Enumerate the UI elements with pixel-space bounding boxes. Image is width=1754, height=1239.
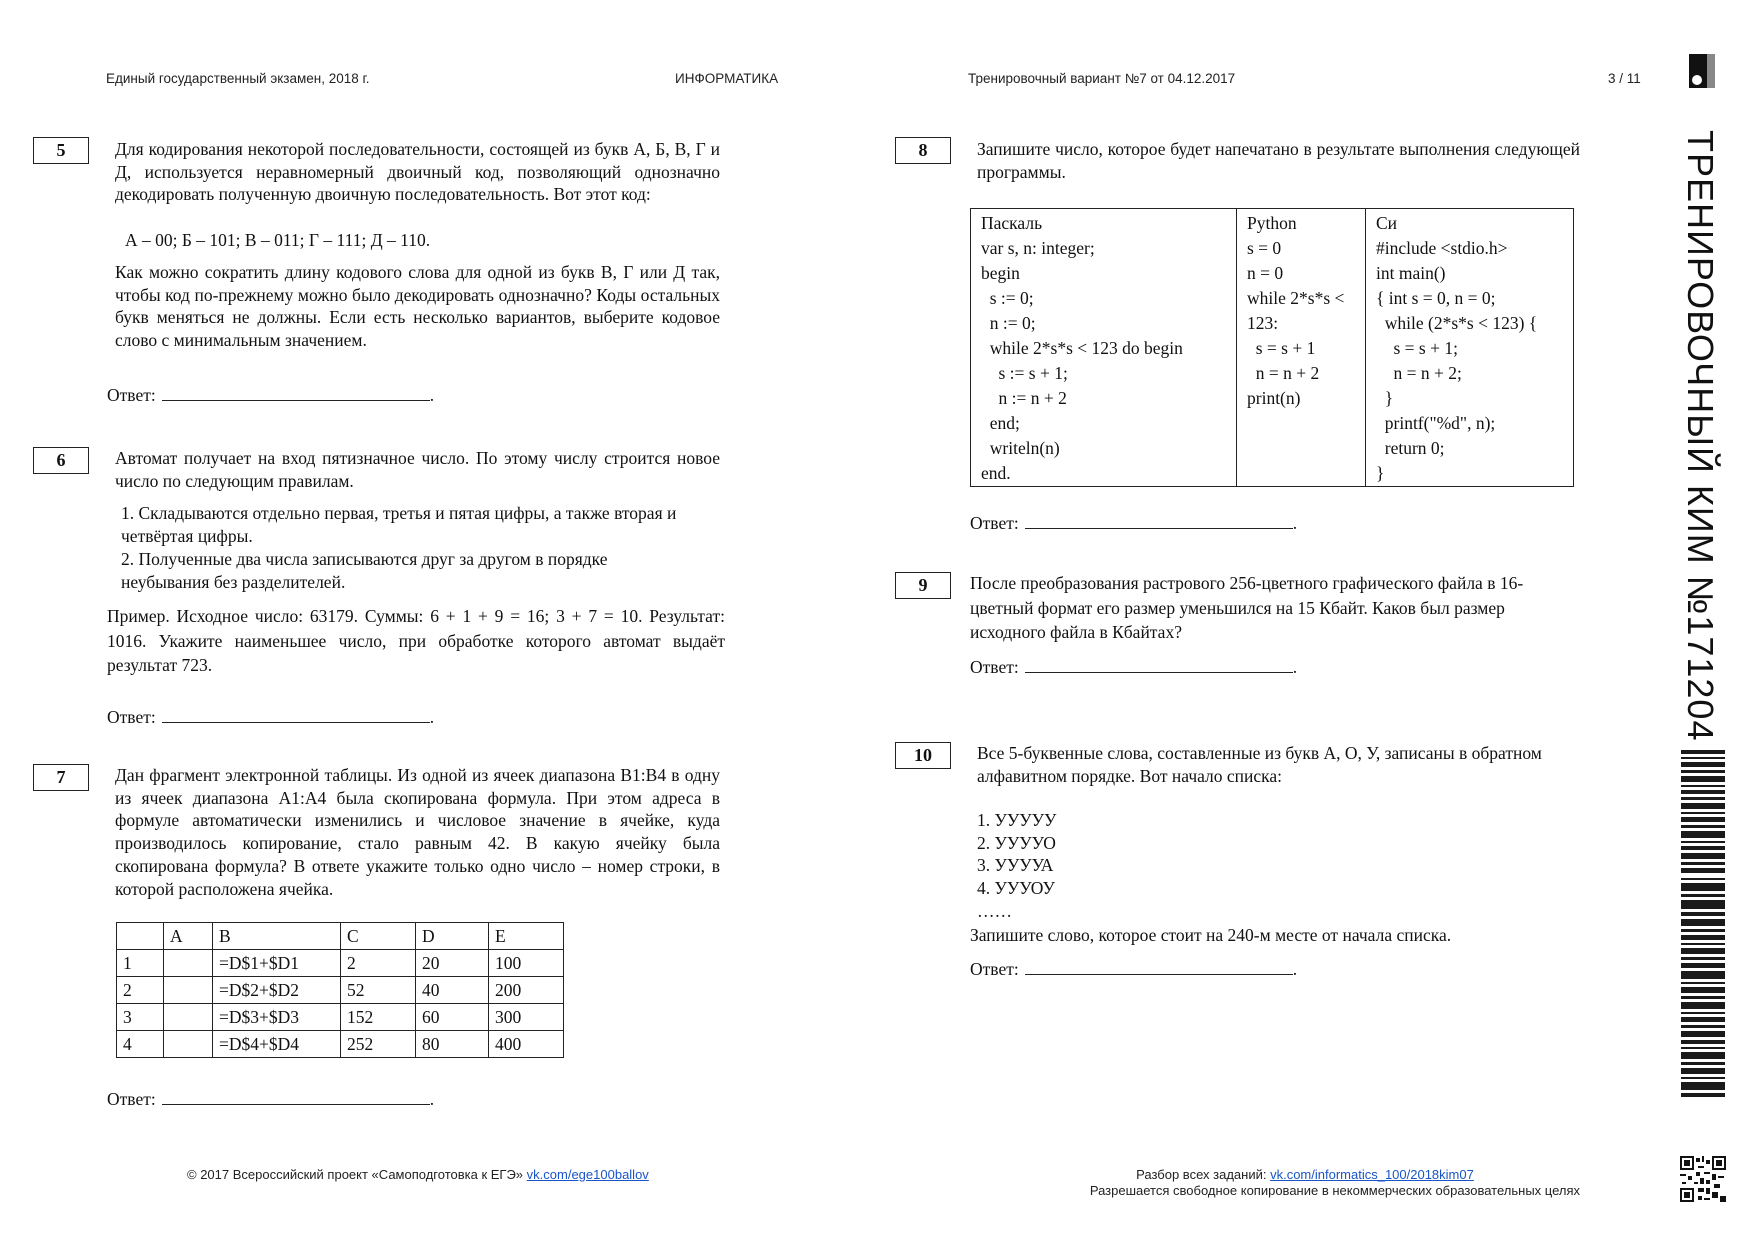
pascal-column [971, 209, 1237, 487]
code-line: while (2*s*s < 123) { [1376, 313, 1538, 333]
footer-review-link[interactable]: vk.com/informatics_100/2018kim07 [1270, 1167, 1474, 1182]
table-header-cell: D [416, 923, 489, 950]
task-8-answer [970, 512, 1297, 534]
table-cell: =D$1+$D1 [213, 950, 341, 977]
code-line: int main() [1376, 263, 1446, 283]
vertical-kim-title: ТРЕНИРОВОЧНЫЙ КИМ №171204 [1680, 130, 1721, 742]
task-number-7: 7 [33, 764, 89, 791]
task-number-8: 8 [895, 137, 951, 164]
task-10-question: Запишите слово, которое стоит на 240-м месте от начала списка. [970, 925, 1452, 945]
table-cell: =D$2+$D2 [213, 977, 341, 1004]
list-item: 2. УУУУО [977, 832, 1056, 853]
code-line: s := s + 1; [981, 363, 1068, 383]
answer-end: . [1292, 513, 1298, 533]
task-5-question: Как можно сократить длину кодового слова для одной из букв В, Г или Д так, чтобы код по-прежнему можно было декодировать однозначно? Коды остальных букв меняться не должны. Если есть несколько вариантов, выберите кодовое слово с минимальным значением. [115, 262, 720, 351]
task-6-answer-field[interactable] [162, 706, 430, 723]
answer-end: . [429, 707, 435, 727]
code-line: n = n + 2 [1247, 363, 1320, 383]
subject-title: ИНФОРМАТИКА [675, 71, 779, 86]
answer-label: Ответ: [107, 385, 156, 405]
table-cell: 4 [117, 1031, 164, 1058]
table-row [117, 1031, 564, 1058]
answer-label: Ответ: [107, 707, 156, 727]
table-header-cell: B [213, 923, 341, 950]
table-cell: 3 [117, 1004, 164, 1031]
answer-end: . [429, 1089, 435, 1109]
code-line: n := n + 2 [981, 388, 1067, 408]
table-cell: 200 [489, 977, 564, 1004]
code-row [971, 209, 1574, 487]
code-line: 123: [1247, 313, 1279, 333]
task-10-text: Все 5-буквенные слова, составленные из букв А, О, У, записаны в обратном алфавитном порядке. Вот начало списка: [977, 743, 1542, 786]
page-number: 3 / 11 [1608, 71, 1641, 86]
table-cell: 252 [341, 1031, 416, 1058]
answer-label: Ответ: [107, 1089, 156, 1109]
answer-end: . [1292, 959, 1298, 979]
answer-label: Ответ: [970, 513, 1019, 533]
code-line: } [1376, 463, 1385, 483]
task-10-word-list [977, 809, 1056, 923]
list-item: 3. УУУУА [977, 855, 1054, 876]
task-5-text: Для кодирования некоторой последовательности, состоящей из букв А, Б, В, Г и Д, используется неравномерный двоичный код, позволяющий однозначно декодировать полученную двоичную последовательность. Вот этот код: [115, 139, 720, 205]
task-5-code-table: А – 00; Б – 101; В – 011; Г – 111; Д – 110. [125, 230, 431, 250]
table-cell [164, 1031, 213, 1058]
code-line: begin [981, 263, 1020, 283]
code-line: printf("%d", n); [1376, 413, 1496, 433]
code-line: } [1376, 388, 1394, 408]
code-line: s := 0; [981, 288, 1034, 308]
table-header-cell: C [341, 923, 416, 950]
footer-copyright-text: © 2017 Всероссийский проект «Самоподготовка к ЕГЭ» [187, 1167, 524, 1182]
barcode-icon [1681, 750, 1725, 1100]
task-8-text: Запишите число, которое будет напечатано в результате выполнения следующей программы. [977, 139, 1580, 182]
code-line: s = 0 [1247, 238, 1282, 258]
task-5-answer [107, 384, 434, 406]
spreadsheet-table [116, 922, 564, 1058]
task-6-rule-2: 2. Полученные два числа записываются друг за другом в порядке неубывания без разделителей. [121, 549, 608, 592]
table-row [117, 950, 564, 977]
table-cell: 40 [416, 977, 489, 1004]
list-item: 4. УУУОУ [977, 878, 1055, 899]
task-number-6: 6 [33, 447, 89, 474]
table-header-cell: A [164, 923, 213, 950]
footer-tasks-review [1000, 1167, 1610, 1182]
table-cell: =D$3+$D3 [213, 1004, 341, 1031]
table-cell: 152 [341, 1004, 416, 1031]
table-row [117, 1004, 564, 1031]
table-header-row [117, 923, 564, 950]
code-line: s = s + 1; [1376, 338, 1458, 358]
code-line: { int s = 0, n = 0; [1376, 288, 1496, 308]
table-cell: 1 [117, 950, 164, 977]
task-9-answer [970, 656, 1297, 678]
table-cell: 80 [416, 1031, 489, 1058]
table-cell [164, 1004, 213, 1031]
table-cell: 100 [489, 950, 564, 977]
task-10-answer [970, 958, 1297, 980]
task-number-9: 9 [895, 572, 951, 599]
table-cell: 20 [416, 950, 489, 977]
task-9-answer-field[interactable] [1025, 656, 1293, 673]
code-line: n := 0; [981, 313, 1036, 333]
code-line: s = s + 1 [1247, 338, 1316, 358]
code-line: n = n + 2; [1376, 363, 1462, 383]
code-line: end. [981, 463, 1011, 483]
footer-copyright [187, 1167, 649, 1182]
code-line: #include <stdio.h> [1376, 238, 1508, 258]
table-row [117, 977, 564, 1004]
table-cell [164, 950, 213, 977]
pascal-header: Паскаль [981, 213, 1043, 233]
table-cell: 2 [117, 977, 164, 1004]
task-9-text: После преобразования растрового 256-цветного графического файла в 16-цветный формат его размер уменьшился на 15 Кбайт. Каков был размер исходного файла в Кбайтах? [970, 573, 1524, 642]
table-cell: =D$4+$D4 [213, 1031, 341, 1058]
list-item: 1. УУУУУ [977, 810, 1057, 830]
program-code-table [970, 208, 1574, 487]
task-6-answer [107, 706, 434, 728]
task-6-text: Автомат получает на вход пятизначное число. По этому числу строится новое число по следующим правилам. [115, 448, 720, 491]
table-header-cell [117, 923, 164, 950]
answer-end: . [1292, 657, 1298, 677]
task-10-answer-field[interactable] [1025, 958, 1293, 975]
table-cell: 300 [489, 1004, 564, 1031]
exam-logo-icon [1689, 54, 1715, 88]
task-8-answer-field[interactable] [1025, 512, 1293, 529]
qr-code-icon [1680, 1156, 1726, 1202]
python-header: Python [1247, 213, 1297, 233]
answer-label: Ответ: [970, 959, 1019, 979]
answer-label: Ответ: [970, 657, 1019, 677]
task-7-answer [107, 1088, 434, 1110]
table-cell [164, 977, 213, 1004]
task-5-answer-field[interactable] [162, 384, 430, 401]
table-cell: 60 [416, 1004, 489, 1031]
code-line: n = 0 [1247, 263, 1284, 283]
code-line: return 0; [1376, 438, 1445, 458]
task-7-text: Дан фрагмент электронной таблицы. Из одной из ячеек диапазона B1:B4 в одну из ячеек диапазона A1:A4 была скопирована формула. При этом адреса в формуле автоматически изменились и числовое значение в ячейке, куда производилось копирование, стало равным 42. В какую ячейку была скопирована формула? В ответе укажите только одно число – номер строки, в которой расположена ячейка. [115, 765, 720, 899]
variant-info: Тренировочный вариант №7 от 04.12.2017 [968, 71, 1236, 86]
task-number-5: 5 [33, 137, 89, 164]
code-line: print(n) [1247, 388, 1301, 408]
code-line: end; [981, 413, 1020, 433]
task-6-rule-1: 1. Складываются отдельно первая, третья и пятая цифры, а также вторая и четвёртая цифры. [121, 503, 677, 546]
footer-vk-link[interactable]: vk.com/ege100ballov [526, 1167, 649, 1182]
task-number-10: 10 [895, 742, 951, 769]
python-column [1237, 209, 1366, 487]
c-header: Си [1376, 213, 1398, 233]
footer-review-label: Разбор всех заданий: [1136, 1167, 1267, 1182]
table-cell: 52 [341, 977, 416, 1004]
list-ellipsis: …… [977, 900, 1012, 921]
answer-end: . [429, 385, 435, 405]
code-line: while 2*s*s < 123 do begin [981, 338, 1183, 358]
code-line: writeln(n) [981, 438, 1060, 458]
footer-copy-note: Разрешается свободное копирование в некоммерческих образовательных целях [1089, 1183, 1580, 1198]
c-column [1366, 209, 1574, 487]
task-7-answer-field[interactable] [162, 1088, 430, 1105]
table-cell: 400 [489, 1031, 564, 1058]
task-6-example: Пример. Исходное число: 63179. Суммы: 6 + 1 + 9 = 16; 3 + 7 = 10. Результат: 1016. Укажите наименьшее число, при обработке которого автомат выдаёт результат 723. [107, 606, 725, 675]
table-header-cell: E [489, 923, 564, 950]
table-cell: 2 [341, 950, 416, 977]
code-line: while 2*s*s < [1247, 288, 1345, 308]
code-line: var s, n: integer; [981, 238, 1095, 258]
exam-title: Единый государственный экзамен, 2018 г. [106, 71, 370, 86]
